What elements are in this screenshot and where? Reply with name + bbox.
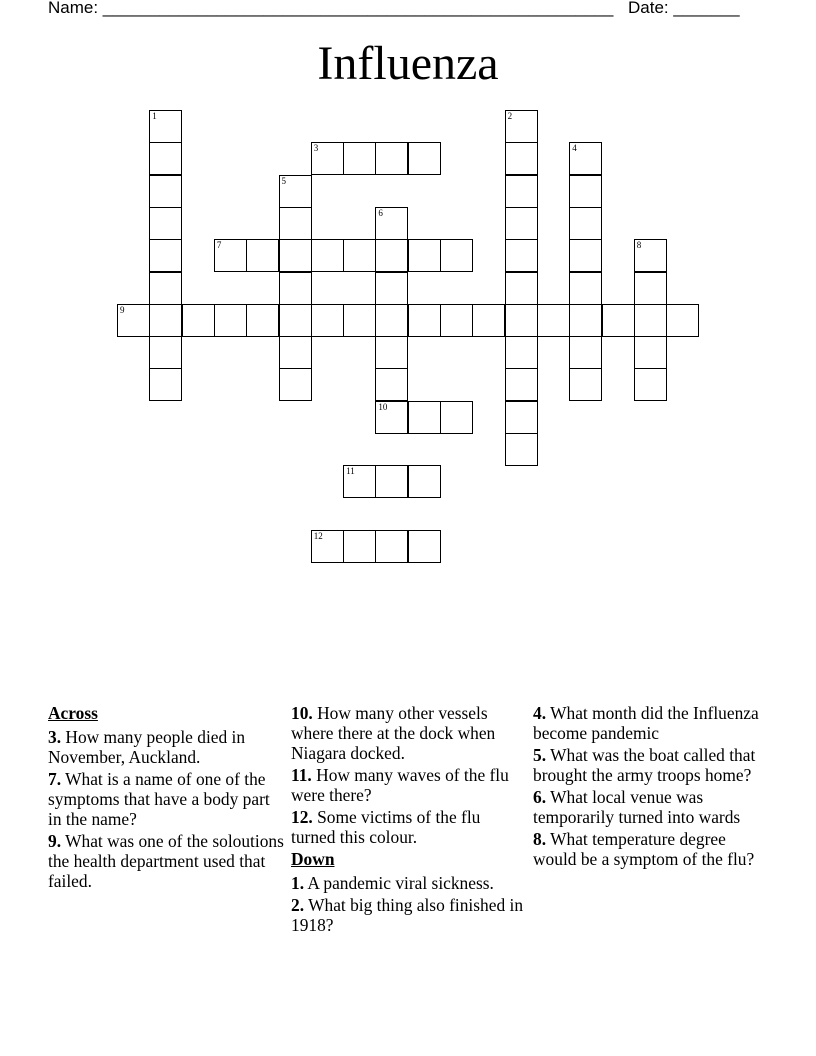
grid-cell[interactable]: [634, 272, 667, 305]
grid-cell-number: 10: [378, 401, 388, 412]
grid-cell[interactable]: [505, 142, 538, 175]
grid-cell[interactable]: [634, 239, 667, 272]
grid-cell[interactable]: [408, 530, 441, 563]
grid-cell-number: 5: [281, 175, 286, 186]
grid-cell[interactable]: [505, 304, 538, 337]
grid-cell[interactable]: [149, 368, 182, 401]
grid-cell[interactable]: [149, 272, 182, 305]
grid-cell[interactable]: [214, 304, 247, 337]
clue-across-11: 11. How many waves of the flu were there?: [291, 765, 509, 805]
grid-cell[interactable]: [279, 304, 312, 337]
grid-cell-number: 12: [313, 530, 323, 541]
grid-cell[interactable]: [375, 142, 408, 175]
grid-cell[interactable]: [311, 142, 344, 175]
grid-cell[interactable]: [375, 530, 408, 563]
grid-cell[interactable]: [440, 401, 473, 434]
grid-cell[interactable]: [214, 239, 247, 272]
grid-cell[interactable]: [569, 239, 602, 272]
grid-cell[interactable]: [246, 239, 279, 272]
grid-cell[interactable]: [634, 368, 667, 401]
grid-cell[interactable]: [149, 304, 182, 337]
grid-cell-number: 3: [313, 143, 319, 154]
clue-down-4: 4. What month did the Influenza become pandemic: [533, 703, 759, 743]
across-heading: Across: [48, 703, 98, 723]
grid-cell[interactable]: [279, 336, 312, 369]
grid-cell[interactable]: [375, 239, 408, 272]
grid-cell[interactable]: [375, 465, 408, 498]
grid-cell[interactable]: [569, 304, 602, 337]
grid-cell[interactable]: [311, 304, 344, 337]
grid-cell[interactable]: [149, 110, 182, 143]
grid-cell-number: 8: [636, 240, 642, 251]
clue-across-9: 9. What was one of the soloutions the health department used that failed.: [48, 831, 284, 891]
grid-cell[interactable]: [343, 304, 376, 337]
grid-cell[interactable]: [149, 239, 182, 272]
grid-cell[interactable]: [408, 401, 441, 434]
grid-cell[interactable]: [408, 142, 441, 175]
grid-cell[interactable]: [569, 142, 602, 175]
header: [48, 0, 748, 18]
grid-cell[interactable]: [311, 239, 344, 272]
grid-cell[interactable]: [375, 207, 408, 240]
grid-cell[interactable]: [505, 175, 538, 208]
grid-cell-number: 1: [152, 111, 157, 121]
grid-cell[interactable]: [375, 272, 408, 305]
grid-cell[interactable]: [279, 207, 312, 240]
grid-cell[interactable]: [343, 465, 376, 498]
grid-cell-number: 11: [346, 466, 355, 477]
grid-cell[interactable]: [279, 368, 312, 401]
grid-cell[interactable]: [149, 336, 182, 369]
grid-cell[interactable]: [505, 336, 538, 369]
grid-cell[interactable]: [440, 304, 473, 337]
grid-cell[interactable]: [505, 207, 538, 240]
clue-across-3: 3. How many people died in November, Auckland.: [48, 727, 246, 767]
grid-cell[interactable]: [375, 401, 408, 434]
grid-cell[interactable]: [343, 239, 376, 272]
grid-cell[interactable]: [505, 368, 538, 401]
grid-cell-number: 4: [572, 143, 577, 154]
clues-column-2: [291, 703, 527, 937]
grid-cell-number: 7: [216, 240, 222, 251]
page-title: Influenza: [317, 37, 499, 90]
grid-cell[interactable]: [375, 304, 408, 337]
clue-across-10: 10. How many other vessels where there at the dock when Niagara docked.: [291, 703, 496, 763]
grid-cell[interactable]: [505, 401, 538, 434]
grid-cell[interactable]: [408, 304, 441, 337]
grid-cell[interactable]: [537, 304, 570, 337]
clue-down-2: 2. What big thing also finished in 1918?: [291, 895, 524, 935]
grid-cell[interactable]: [634, 336, 667, 369]
grid-cell[interactable]: [569, 272, 602, 305]
grid-cell[interactable]: [505, 433, 538, 466]
grid-cell[interactable]: [182, 304, 215, 337]
grid-cell-number: 2: [507, 111, 513, 121]
grid-cell[interactable]: [279, 239, 312, 272]
grid-cell[interactable]: [149, 175, 182, 208]
grid-cell[interactable]: [569, 175, 602, 208]
grid-cell[interactable]: [505, 239, 538, 272]
date-field-label: Date: _______: [628, 0, 740, 17]
grid-cell[interactable]: [440, 239, 473, 272]
grid-cell[interactable]: [569, 368, 602, 401]
grid-cell[interactable]: [343, 142, 376, 175]
grid-cell[interactable]: [472, 304, 505, 337]
down-heading: Down: [291, 849, 335, 869]
grid-cell[interactable]: [505, 110, 538, 143]
clue-across-7: 7. What is a name of one of the symptoms that have a body part in the name?: [48, 769, 270, 829]
grid-cell[interactable]: [149, 142, 182, 175]
clues-column-3: [533, 703, 773, 871]
name-field-label: Name: ______________________________________________________: [48, 0, 614, 17]
grid-cell[interactable]: [375, 336, 408, 369]
grid-cell[interactable]: [408, 465, 441, 498]
grid-cell[interactable]: [602, 304, 635, 337]
grid-cell[interactable]: [149, 207, 182, 240]
grid-cell[interactable]: [246, 304, 279, 337]
grid-cell[interactable]: [311, 530, 344, 563]
clue-down-8: 8. What temperature degree would be a symptom of the flu?: [533, 829, 755, 869]
grid-cell-number: 9: [120, 304, 125, 315]
grid-cell[interactable]: [569, 207, 602, 240]
grid-cell[interactable]: [569, 336, 602, 369]
clue-down-6: 6. What local venue was temporarily turned into wards: [533, 787, 741, 827]
clue-across-12: 12. Some victims of the flu turned this colour.: [291, 807, 481, 847]
grid-cell[interactable]: [375, 368, 408, 401]
grid-cell[interactable]: [343, 530, 376, 563]
grid-cell-number: 6: [378, 207, 383, 218]
clue-down-5: 5. What was the boat called that brought the army troops home?: [533, 745, 756, 785]
clue-down-1: 1. A pandemic viral sickness.: [291, 873, 494, 893]
grid-cell[interactable]: [408, 239, 441, 272]
grid-cell[interactable]: [279, 175, 312, 208]
grid-cell[interactable]: [666, 304, 699, 337]
clues-column-1: [48, 703, 284, 893]
grid-cell[interactable]: [505, 272, 538, 305]
grid-cell[interactable]: [279, 272, 312, 305]
grid-cell[interactable]: [634, 304, 667, 337]
grid-cell[interactable]: [117, 304, 150, 337]
